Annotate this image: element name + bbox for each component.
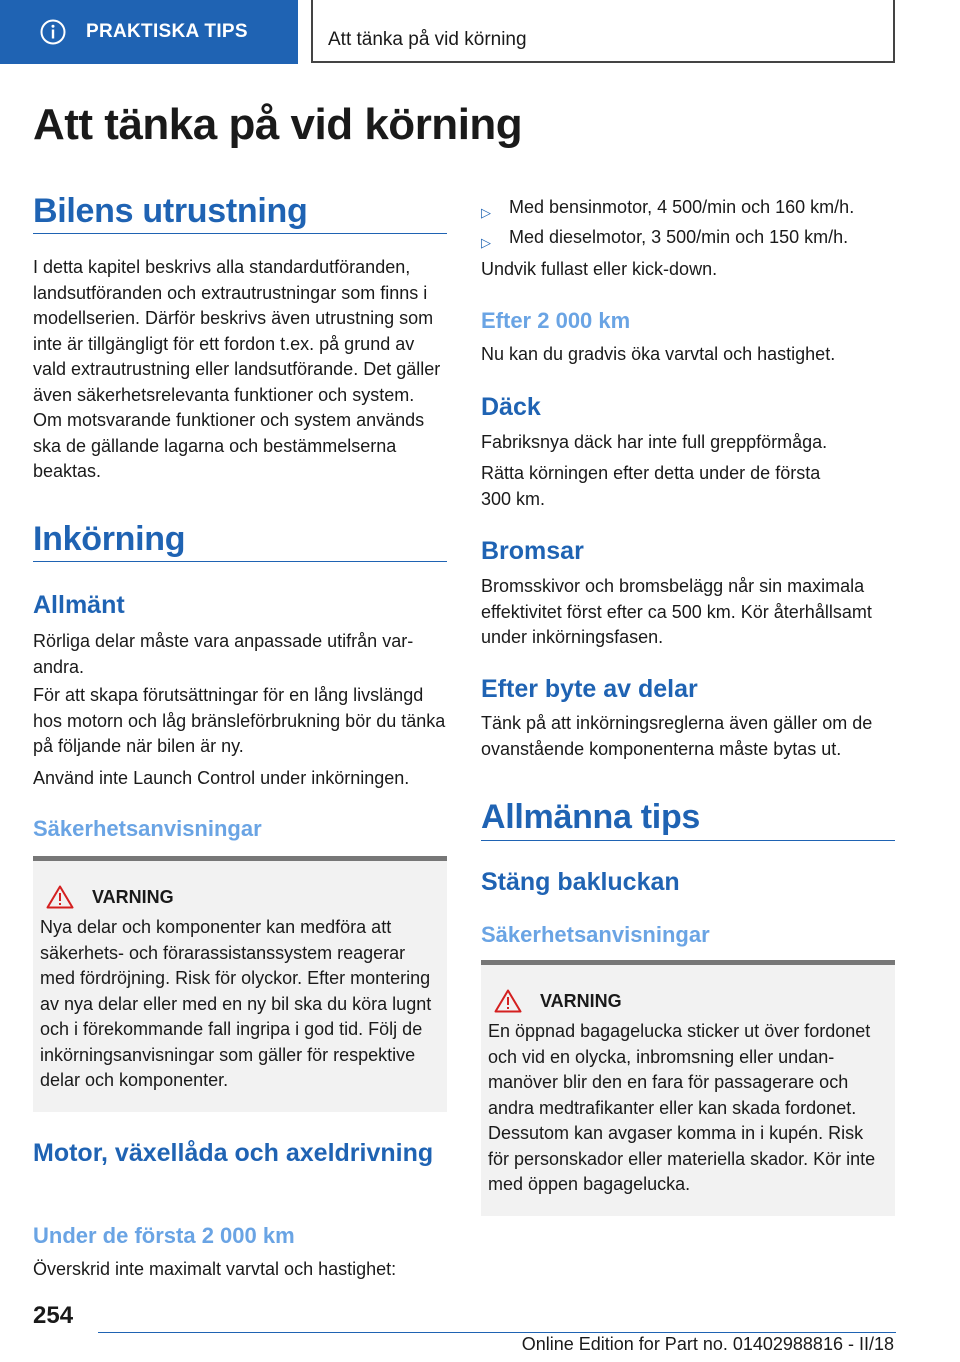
page-number: 254 [33,1302,74,1329]
equipment-heading: Bilens utrustning [33,192,308,230]
footer-edition-text: Online Edition for Part no. 01402988816 - II/18 [521,1334,894,1354]
tyres-text-2: Rätta körningen efter detta under de första 300 km. [481,463,821,509]
tyres-heading: Däck [481,393,541,421]
section-header [311,0,895,63]
warning-text: Nya delar och komponenter kan medföra att säkerhets- och förarassistanssystem reagerar med fördröjning. Risk för olyckor. Efter montering av nya delar eller med en ny bil ska du köra lugnt och i förekommande fall ingripa i god tid. Följ de inkörningsanvisningar som gäller för respektive delar och komponenter. [40,917,432,1090]
bullet-triangle-icon: ▷ [481,205,491,220]
tips-rule [481,840,895,841]
first-km-heading: Under de första 2 000 km [33,1223,295,1248]
safety-heading-left: Säkerhetsanvisningar [33,816,262,841]
footer-rule [98,1332,896,1333]
general-text-2: För att skapa förutsättningar för en lång livslängd hos motorn och låg bränsleförbrukning bör du tänka på följande när bilen är ny. [33,685,446,756]
brakes-heading: Bromsar [481,537,584,565]
after-km-text: Nu kan du gradvis öka varvtal och hastighet. [481,344,836,364]
parts-text: Tänk på att inkörningsreglerna även gäller om de ovanstående komponenterna måste bytas ut. [481,713,873,759]
warning-box-right [481,960,895,1216]
general-heading: Allmänt [33,591,125,619]
general-text-1: Rörliga delar måste vara anpassade utifrån varandra. [33,631,414,677]
chapter-tab[interactable] [0,0,298,64]
section-header-title: Att tänka på vid körning [328,29,527,50]
equipment-text: I detta kapitel beskrivs alla standardutföranden, landsutföranden och extrautrustningar som finns i modellserien. Därför beskrivs även utrustning som inte är tillgängligt för ett fordon t.ex. på grund av vald extrautrustning eller landsutförande. Det gäller även säkerhetsrelevanta funktioner och system. Om motsvarande funktioner och system används ska de gällande lagarna och bestämmelserna beaktas. [33,257,441,481]
list-item-text: Med bensinmotor, 4 500/min och 160 km/h. [509,197,855,217]
engine-heading: Motor, växellåda och axeldrivning [33,1139,434,1167]
brakes-text: Bromsskivor och bromsbelägg når sin maximala effektivitet först efter ca 500 km. Kör återhållsamt under inkörningsfasen. [481,576,872,647]
warning-text: En öppnad bagagelucka sticker ut över fordonet och vid en olycka, inbromsning eller undanmanöver blir den en fara för passagerare och andra medtrafikanter eller kan skada fordonet. Dessutom kan avgaser komma in i kupén. Risk för personskador eller materiella skador. Kör inte med öppen bagagelucka. [488,1021,876,1194]
after-km-heading: Efter 2 000 km [481,308,631,333]
warning-triangle-icon [46,885,74,909]
list-item [481,195,895,226]
warning-label: VARNING [92,886,174,907]
warning-box-left [33,856,447,1112]
equipment-rule [33,233,447,234]
bullet-triangle-icon: ▷ [481,235,491,250]
tailgate-heading: Stäng bakluckan [481,868,680,896]
parts-heading: Efter byte av delar [481,675,698,703]
tips-heading: Allmänna tips [481,798,701,836]
safety-heading-right: Säkerhetsanvisningar [481,922,710,947]
kickdown-text: Undvik fullast eller kick-down. [481,259,718,279]
chapter-tab-label: PRAKTISKA TIPS [86,21,248,42]
page-title: Att tänka på vid körning [33,100,523,149]
general-text-3: Använd inte Launch Control under inkörningen. [33,768,410,788]
breakin-heading: Inkörning [33,520,186,558]
warning-triangle-icon [494,989,522,1013]
warning-head [494,989,622,1013]
first-km-text: Överskrid inte maximalt varvtal och hastighet: [33,1259,397,1279]
breakin-rule [33,561,447,562]
warning-label: VARNING [540,990,622,1011]
list-item-text: Med dieselmotor, 3 500/min och 150 km/h. [509,227,849,247]
list-item [481,225,895,256]
warning-head [46,885,174,909]
info-icon [40,19,66,45]
tyres-text-1: Fabriksnya däck har inte full greppförmåga. [481,432,828,452]
